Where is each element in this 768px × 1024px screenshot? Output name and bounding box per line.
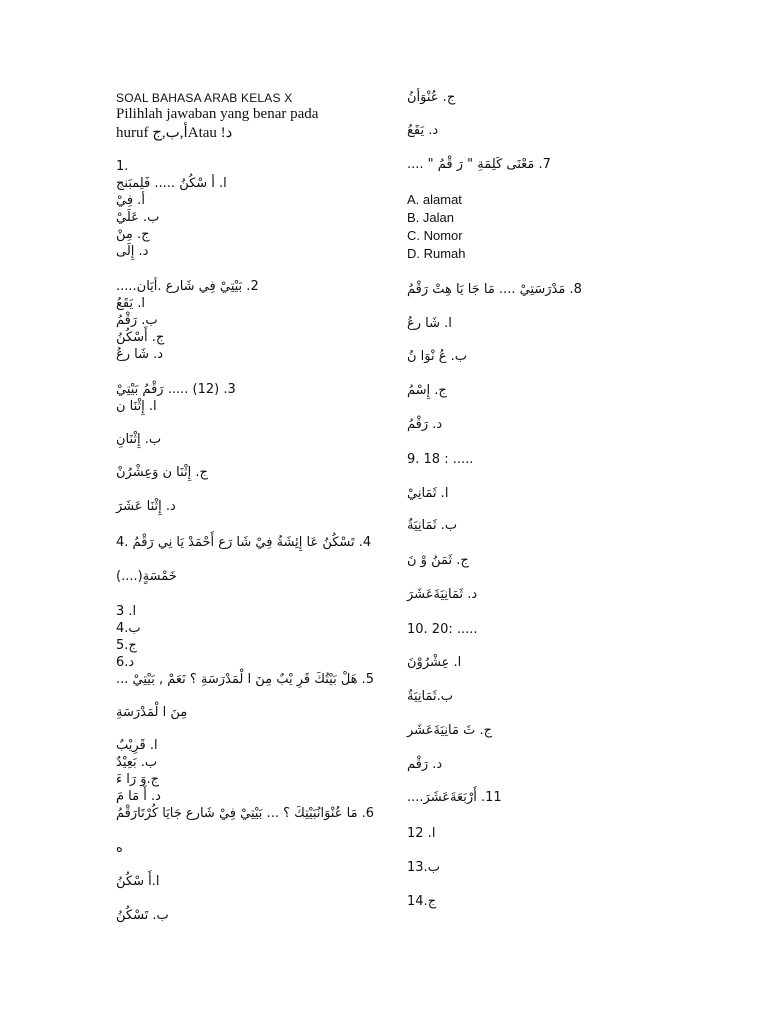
question-10-text: 10. 20: ..... <box>407 622 478 637</box>
question-4-text-cont: خَمْسَةٍ(....) <box>116 569 177 584</box>
question-9-text: 9. 18 : ..... <box>407 452 474 467</box>
question-1-option-d: د. إِلَى <box>116 244 149 259</box>
document-title: SOAL BAHASA ARAB KELAS X <box>116 91 293 105</box>
question-6-option-b: ب. تَسْكُنُ <box>116 908 169 923</box>
question-7-text: 7. مَعْنَى كَلِمَةِ " رَ قْمُ " .... <box>407 157 551 172</box>
question-1-number: 1. <box>116 159 129 174</box>
question-5-option-d: د. أَ مَا مَ <box>116 789 161 804</box>
instruction-line-2: huruf أ,ب,جAtau !د <box>116 125 233 141</box>
question-2-option-d: د. شَا رعُ <box>116 347 164 362</box>
question-8-option-b: ب. عُ نْوَا نُ <box>407 349 468 364</box>
question-7-option-b: B. Jalan <box>407 210 454 225</box>
question-6-option-a: ا.أَ سْكُنُ <box>116 874 160 889</box>
question-10-option-d: د. رَقْم <box>407 757 443 772</box>
question-4-text: 4. تَسْكُنُ عَا إِئِشَةُ فِيْ شَا رَع أَحْمَدْ يَا نِي رَقْمُ .4 <box>116 535 372 550</box>
question-9-option-a: ا. ثَمَانِيْ <box>407 486 449 501</box>
question-6-option-d: د. يَقَعُ <box>407 123 439 138</box>
question-11-option-b: 13.ب <box>407 860 440 875</box>
question-8-option-a: ا. شَا رعُ <box>407 316 452 331</box>
question-5-option-c: ج.وَ رَا ءَ <box>116 772 160 787</box>
question-9-option-c: ج. ثَمَنُ وْ نَ <box>407 553 469 568</box>
question-3-option-d: د. إِثْنَا عَشَرَ <box>116 499 176 514</box>
question-8-option-c: ج. إِسْمُ <box>407 383 447 398</box>
question-7-option-c: C. Nomor <box>407 228 463 243</box>
question-8-option-d: د. رَقْمُ <box>407 417 443 432</box>
question-5-text-cont: مِنَ ا لْمَدْرَسَةِ <box>116 705 188 720</box>
question-3-option-c: ج. إِثْنَا ن وَعِشْرُنْ <box>116 465 208 480</box>
question-2-text: 2. بَيْتِيْ فِي شَارع .أيَان..... <box>116 279 259 294</box>
question-10-option-a: ا. عِشْرُوْنَ <box>407 655 462 670</box>
question-1-text: ا. أ سْكُنُ ..... فَلِمبَنج <box>116 176 227 191</box>
question-2-option-b: ب. رَقْمُ <box>116 313 158 328</box>
question-4-option-a: ا. 3 <box>116 604 137 619</box>
question-5-option-b: ب. بَعِيْدٌ <box>116 755 158 770</box>
question-8-text: 8. مَدْرَسَتِيْ .... مَا جَا يَا هِتْ رَقْمُ <box>407 282 582 297</box>
question-11-text: 11. أَرْبَعَةَعَشَرَ.... <box>407 790 502 805</box>
question-1-option-a: أ. فِيْ <box>116 193 145 208</box>
question-3-option-a: ا. إِثْنَا ن <box>116 399 157 414</box>
question-10-option-c: ج. ثَ مَانِيَةَعَشَر <box>407 723 492 738</box>
question-5-option-a: ا. قَرِيْبٌ <box>116 738 158 753</box>
question-10-option-b: ب.ثَمَانِيَةٌ <box>407 689 453 704</box>
question-11-option-a: 12 .ا <box>407 826 436 841</box>
instruction-line-1: Pilihlah jawaban yang benar pada <box>116 106 319 122</box>
question-9-option-d: د. ثَمَانِيَةَعَشَرَ <box>407 587 478 602</box>
question-9-option-b: ب. ثَمَانِيَةٌ <box>407 518 458 533</box>
question-4-option-c: 5.ج <box>116 638 137 653</box>
question-1-option-c: ج. مِنْ <box>116 227 150 242</box>
question-11-option-c: 14.ج <box>407 894 437 909</box>
question-7-option-a: A. alamat <box>407 192 462 207</box>
question-2-option-a: ا. يَقَعُ <box>116 296 145 311</box>
question-7-option-d: D. Rumah <box>407 246 466 261</box>
question-6-text: 6. مَا عُنْوَانُبَيْتِكَ ؟ ... بَيْتِيْ فِيْ شَارع جَايَا كُرْتَارَقْمُ <box>116 806 375 821</box>
question-6-text-cont: ه <box>116 841 123 856</box>
question-3-text: 3. (12) ..... رَقْمُ بَيْتِيْ <box>116 382 236 397</box>
question-1-option-b: ب. عَلَيْ <box>116 210 160 225</box>
question-4-option-d: 6.د <box>116 655 135 670</box>
question-2-option-c: ج. أَسْكُنُ <box>116 330 165 345</box>
question-3-option-b: ب. إِثْنَانِ <box>116 432 162 447</box>
question-6-option-c: ج. عُنْوَأنُ <box>407 90 456 105</box>
question-5-text: 5. هَلْ بَيْتُكَ قَرِ يْبٌ مِنَ ا لْمَدْرَسَةِ ؟ نَعَمْ , بَيْتِيْ ... <box>116 672 375 687</box>
question-4-option-b: 4.ب <box>116 621 141 636</box>
